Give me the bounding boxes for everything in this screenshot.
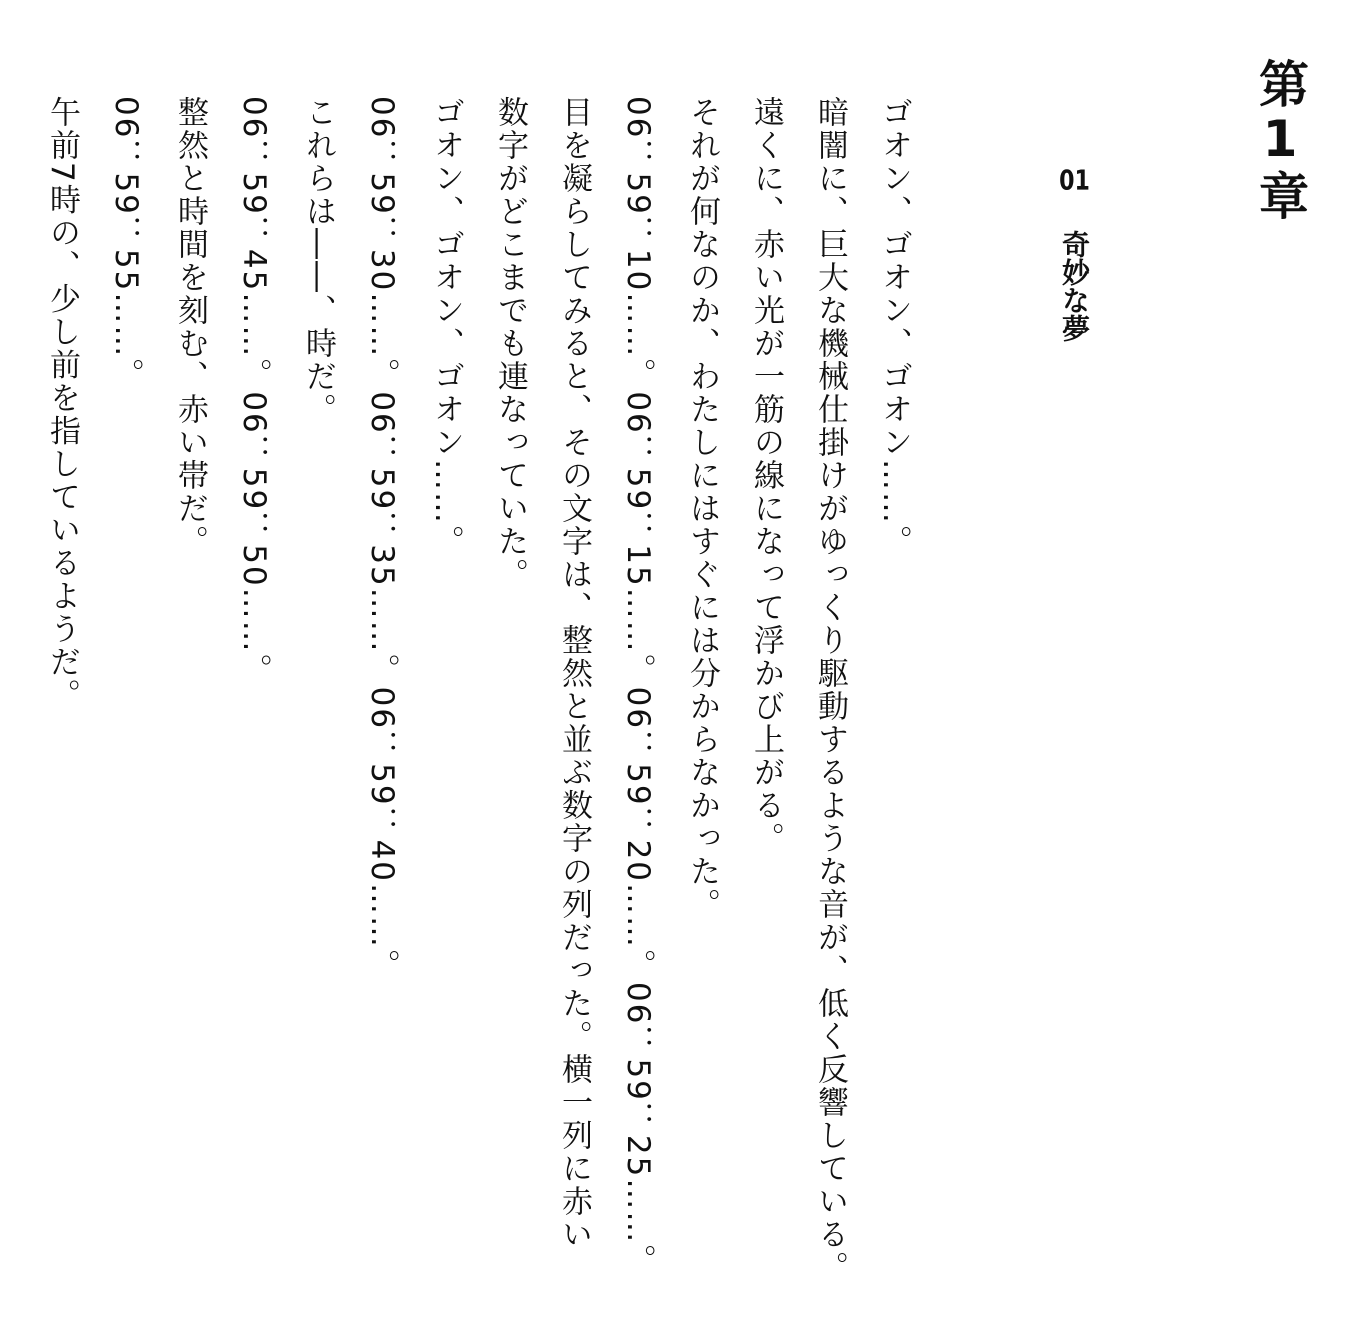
- section-title: 奇妙な夢: [1058, 230, 1091, 342]
- paragraph: 遠くに、赤い光が一筋の線になって浮かび上がる。: [748, 96, 784, 855]
- paragraph: 午前7時の、少し前を指しているようだ。: [44, 96, 80, 712]
- paragraph: ゴオン、ゴオン、ゴオン……。: [428, 96, 464, 558]
- paragraph: 整然と時間を刻む、赤い帯だ。: [172, 96, 208, 558]
- chapter-title: 第1章: [1251, 58, 1309, 222]
- section-heading: [1054, 166, 1094, 342]
- paragraph: 06：59：45……。06：59：50……。: [236, 96, 272, 687]
- paragraph: 06：59：55……。: [108, 96, 144, 392]
- paragraph: 数字がどこまでも連なっていた。: [492, 96, 528, 591]
- section-number: 01: [1059, 166, 1090, 194]
- paragraph: これらは――、時だ。: [300, 96, 336, 426]
- body-text: [30, 96, 926, 1296]
- paragraph: 暗闇に、巨大な機械仕掛けがゆっくり駆動するような音が、低く反響している。: [812, 96, 848, 1284]
- paragraph: 目を凝らしてみると、その文字は、整然と並ぶ数字の列だった。横一列に赤い: [556, 96, 592, 1251]
- paragraph: ゴオン、ゴオン、ゴオン……。: [876, 96, 912, 558]
- paragraph: 06：59：10……。06：59：15……。06：59：20……。06：59：25……。: [620, 96, 656, 1278]
- paragraph: 06：59：30……。06：59：35……。06：59：40……。: [364, 96, 400, 983]
- paragraph: それが何なのか、わたしにはすぐには分からなかった。: [684, 96, 720, 921]
